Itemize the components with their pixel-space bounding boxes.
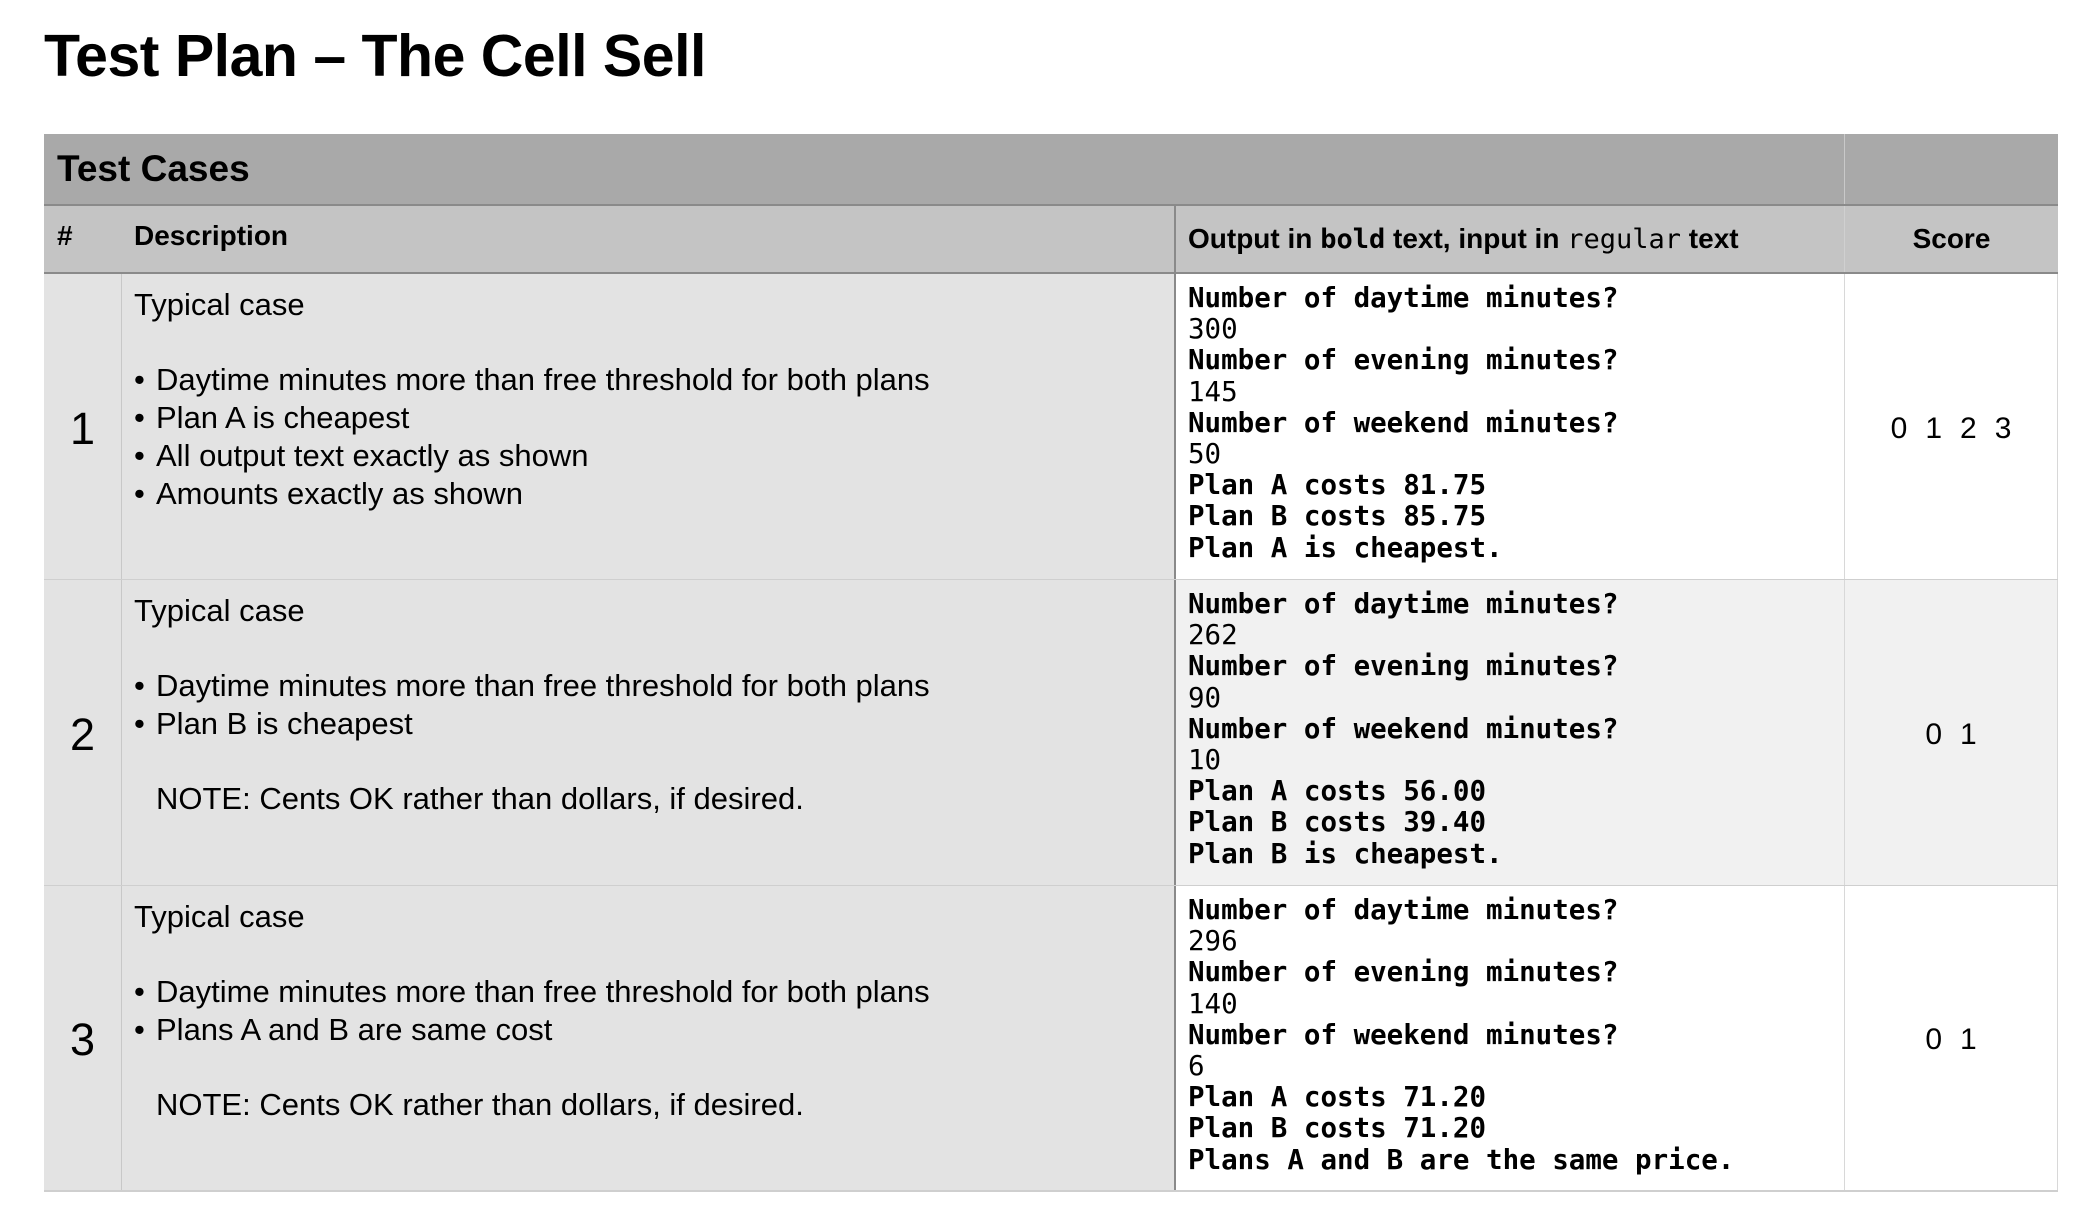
program-output-line: Number of evening minutes? bbox=[1188, 344, 1619, 377]
bullet-dot-icon: • bbox=[134, 974, 145, 1009]
table-row bbox=[44, 580, 2058, 886]
case-number: 1 bbox=[44, 274, 122, 579]
case-bullet-text: Daytime minutes more than free threshold for both plans bbox=[156, 362, 930, 397]
case-bullet-text: Daytime minutes more than free threshold for both plans bbox=[156, 668, 930, 703]
program-output-line: Number of evening minutes? bbox=[1188, 650, 1619, 683]
bullet-dot-icon: • bbox=[134, 706, 145, 741]
program-output-line: Plan B costs 39.40 bbox=[1188, 806, 1487, 839]
program-output-line: Plan B costs 71.20 bbox=[1188, 1112, 1487, 1145]
table-row bbox=[44, 274, 2058, 580]
program-output-line: Number of weekend minutes? bbox=[1188, 712, 1619, 745]
case-io-transcript bbox=[1174, 886, 1844, 1190]
score-option: 1 bbox=[1960, 1023, 1977, 1056]
program-output-line: Number of daytime minutes? bbox=[1188, 894, 1619, 926]
case-bullet bbox=[134, 437, 1174, 475]
case-score bbox=[1844, 274, 2058, 579]
user-input-line: 90 bbox=[1188, 681, 1222, 714]
table-row bbox=[44, 886, 2058, 1192]
case-note: NOTE: Cents OK rather than dollars, if desired. bbox=[156, 781, 804, 816]
caption-score-spacer bbox=[1844, 134, 2058, 204]
table-caption-row bbox=[44, 134, 2058, 206]
table-body bbox=[44, 274, 2058, 1192]
program-output-line: Number of evening minutes? bbox=[1188, 956, 1619, 989]
score-option: 1 bbox=[1960, 717, 1977, 751]
case-bullet bbox=[134, 361, 1174, 399]
program-output-line: Number of weekend minutes? bbox=[1188, 1018, 1619, 1051]
case-score bbox=[1844, 886, 2058, 1190]
case-description bbox=[122, 580, 1174, 885]
program-output-line: Plan A costs 71.20 bbox=[1188, 1081, 1487, 1114]
table-header-row bbox=[44, 206, 2058, 274]
user-input-line: 300 bbox=[1188, 313, 1238, 346]
program-output-line: Number of daytime minutes? bbox=[1188, 282, 1619, 314]
case-number: 2 bbox=[44, 580, 122, 885]
score-option: 0 bbox=[1925, 717, 1942, 751]
score-option: 1 bbox=[1925, 411, 1942, 445]
case-bullet bbox=[134, 399, 1174, 437]
case-bullet bbox=[134, 973, 1174, 1011]
case-title: Typical case bbox=[134, 287, 305, 322]
case-bullet-text: Daytime minutes more than free threshold for both plans bbox=[156, 974, 930, 1009]
case-bullet-text: Plan B is cheapest bbox=[156, 706, 413, 741]
header-output-regular-word: regular bbox=[1567, 224, 1682, 255]
program-output-line: Plans A and B are the same price. bbox=[1188, 1143, 1735, 1176]
user-input-line: 6 bbox=[1188, 1050, 1205, 1083]
header-description: Description bbox=[134, 220, 289, 251]
user-input-line: 262 bbox=[1188, 619, 1238, 652]
bullet-dot-icon: • bbox=[134, 438, 145, 473]
user-input-line: 50 bbox=[1188, 438, 1222, 471]
case-score bbox=[1844, 580, 2058, 885]
program-output-line: Number of daytime minutes? bbox=[1188, 588, 1619, 620]
case-number: 3 bbox=[44, 886, 122, 1190]
user-input-line: 10 bbox=[1188, 744, 1222, 777]
score-option: 3 bbox=[1994, 411, 2012, 445]
case-description bbox=[122, 886, 1174, 1190]
case-bullet bbox=[134, 705, 1174, 743]
user-input-line: 140 bbox=[1188, 987, 1238, 1020]
test-cases-table bbox=[44, 134, 2058, 1192]
case-title: Typical case bbox=[134, 899, 305, 934]
case-note: NOTE: Cents OK rather than dollars, if desired. bbox=[156, 1087, 804, 1122]
header-output-suffix: text bbox=[1681, 223, 1739, 254]
score-option: 0 bbox=[1890, 411, 1908, 445]
bullet-dot-icon: • bbox=[134, 476, 145, 511]
program-output-line: Plan A costs 81.75 bbox=[1188, 469, 1487, 502]
header-score: Score bbox=[1844, 206, 2058, 272]
header-number: # bbox=[57, 220, 73, 251]
program-output-line: Number of weekend minutes? bbox=[1188, 406, 1619, 439]
program-output-line: Plan B is cheapest. bbox=[1188, 837, 1503, 870]
case-bullet bbox=[134, 667, 1174, 705]
case-bullet-text: Plans A and B are same cost bbox=[156, 1012, 553, 1047]
case-title: Typical case bbox=[134, 593, 305, 628]
case-bullet-text: All output text exactly as shown bbox=[156, 438, 589, 473]
case-bullet-text: Amounts exactly as shown bbox=[156, 476, 524, 511]
header-output-prefix: Output in bbox=[1188, 223, 1321, 254]
bullet-dot-icon: • bbox=[134, 1012, 145, 1047]
bullet-dot-icon: • bbox=[134, 668, 145, 703]
case-bullet-text: Plan A is cheapest bbox=[156, 400, 410, 435]
case-description bbox=[122, 274, 1174, 579]
case-io-transcript bbox=[1174, 580, 1844, 885]
bullet-dot-icon: • bbox=[134, 400, 145, 435]
user-input-line: 145 bbox=[1188, 375, 1238, 408]
score-option: 2 bbox=[1960, 411, 1977, 445]
bullet-dot-icon: • bbox=[134, 362, 145, 397]
score-option: 0 bbox=[1925, 1023, 1942, 1056]
header-output bbox=[1174, 206, 1844, 272]
case-io-transcript bbox=[1174, 274, 1844, 579]
table-caption: Test Cases bbox=[57, 148, 250, 189]
header-output-middle: text, input in bbox=[1385, 223, 1568, 254]
user-input-line: 296 bbox=[1188, 925, 1238, 958]
program-output-line: Plan A costs 56.00 bbox=[1188, 775, 1487, 808]
program-output-line: Plan B costs 85.75 bbox=[1188, 500, 1487, 533]
page-title: Test Plan – The Cell Sell bbox=[44, 23, 706, 89]
header-output-bold-word: bold bbox=[1320, 224, 1386, 255]
case-bullet bbox=[134, 1011, 1174, 1049]
program-output-line: Plan A is cheapest. bbox=[1188, 531, 1503, 564]
case-bullet bbox=[134, 475, 1174, 513]
